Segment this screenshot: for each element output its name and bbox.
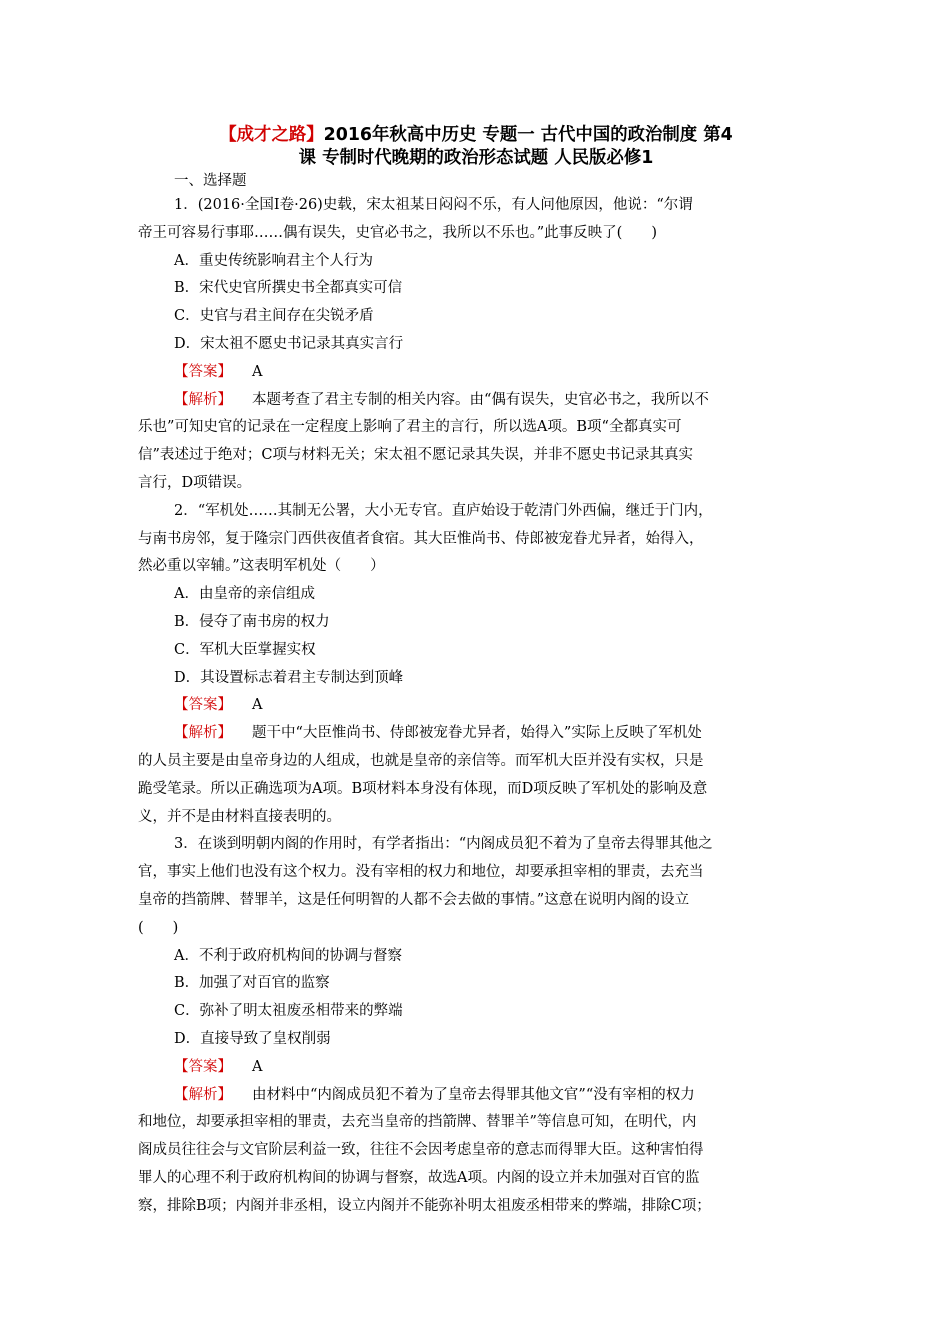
document-page [138, 124, 814, 1220]
title-line-2: 课 专制时代晚期的政治形态试题 人民版必修1 [298, 148, 654, 168]
answer-value: A [252, 1058, 263, 1075]
option-a: A．重史传统影响君主个人行为 [174, 252, 373, 269]
analysis-text-line: 的人员主要是由皇帝身边的人组成，也就是皇帝的亲信等。而军机大臣并没有实权，只是 [138, 752, 704, 769]
analysis-text: 题干中“大臣惟尚书、侍郎被宠眷尤异者，始得入”实际上反映了军机处 [252, 725, 702, 742]
answer-value: A [252, 697, 263, 714]
option-a: A．不利于政府机构间的协调与督察 [174, 947, 402, 964]
question-stem-line: ( ) [138, 919, 179, 936]
analysis-text-line: 和地位，却要承担宰相的罪责，去充当皇帝的挡箭牌、替罪羊”等信息可知，在明代，内 [138, 1114, 697, 1131]
analysis-text: 由材料中“内阁成员犯不着为了皇帝去得罪其他文官”“没有宰相的权力 [252, 1086, 695, 1103]
title-line-1 [138, 124, 814, 147]
question-stem-line: 皇帝的挡箭牌、替罪羊，这是任何明智的人都不会去做的事情。”这意在说明内阁的设立 [138, 891, 690, 908]
title-line-1-text: 2016年秋高中历史 专题一 古代中国的政治制度 第4 [323, 125, 733, 145]
option-c: C．军机大臣掌握实权 [174, 641, 316, 658]
option-d: D．宋太祖不愿史书记录其真实言行 [174, 335, 404, 352]
answer-tag: 【答案】 [174, 697, 232, 714]
analysis-text-line: 跪受笔录。所以正确选项为A项。B项材料本身没有体现，而D项反映了军机处的影响及意 [138, 780, 708, 797]
question-3 [138, 831, 814, 1220]
question-stem-line: 1．(2016·全国Ⅰ卷·26)史载，宋太祖某日闷闷不乐，有人问他原因，他说：“尔谓 [174, 197, 693, 213]
analysis-tag: 【解析】 [174, 391, 232, 408]
option-b: B．加强了对百官的监察 [174, 975, 330, 992]
question-stem-line: 帝王可容易行事耶……偶有误失，史官必书之，我所以不乐也。”此事反映了( ) [138, 224, 657, 241]
option-a: A．由皇帝的亲信组成 [174, 586, 315, 603]
option-d: D．直接导致了皇权削弱 [174, 1030, 331, 1047]
answer-value: A [252, 363, 263, 380]
question-stem-line: 2．“军机处……其制无公署，大小无专官。直庐始设于乾清门外西偏，继迁于门内， [174, 502, 713, 519]
option-c: C．弥补了明太祖废丞相带来的弊端 [174, 1003, 403, 1020]
analysis-text-line: 义，并不是由材料直接表明的。 [138, 808, 341, 825]
analysis-text-line: 信”表述过于绝对；C项与材料无关；宋太祖不愿记录其失误，并非不愿史书记录其真实 [138, 447, 694, 464]
analysis-line [138, 720, 814, 748]
question-1 [138, 192, 814, 498]
option-b: B．宋代史官所撰史书全都真实可信 [174, 280, 403, 297]
analysis-tag: 【解析】 [174, 1086, 232, 1103]
title-brand: 【成才之路】 [219, 125, 324, 145]
answer-tag: 【答案】 [174, 1058, 232, 1075]
analysis-text-line: 罪人的心理不利于政府机构间的协调与督察，故选A项。内阁的设立并未加强对百官的监 [138, 1169, 700, 1186]
option-d: D．其设置标志着君主专制达到顶峰 [174, 669, 404, 686]
answer-line [138, 692, 814, 720]
analysis-text: 本题考查了君主专制的相关内容。由“偶有误失，史官必书之，我所以不 [252, 391, 709, 408]
answer-tag: 【答案】 [174, 363, 232, 380]
answer-line [138, 1054, 814, 1082]
analysis-text-line: 乐也”可知史官的记录在一定程度上影响了君主的言行，所以选A项。B项“全都真实可 [138, 419, 682, 436]
option-c: C．史官与君主间存在尖锐矛盾 [174, 308, 374, 325]
answer-line [138, 359, 814, 387]
option-b: B．侵夺了南书房的权力 [174, 613, 330, 630]
question-stem-line: 然必重以宰辅。”这表明军机处（ ） [138, 558, 385, 575]
analysis-text-line: 言行，D项错误。 [138, 474, 252, 491]
question-2 [138, 498, 814, 832]
analysis-text-line: 阁成员往往会与文官阶层利益一致，往往不会因考虑皇帝的意志而得罪大臣。这种害怕得 [138, 1142, 704, 1159]
analysis-text-line: 察，排除B项；内阁并非丞相，设立内阁并不能弥补明太祖废丞相带来的弊端，排除C项； [138, 1197, 711, 1214]
analysis-tag: 【解析】 [174, 725, 232, 742]
analysis-line [138, 1082, 814, 1110]
analysis-line [138, 387, 814, 415]
document-title [138, 124, 814, 170]
question-stem-line: 3．在谈到明朝内阁的作用时，有学者指出：“内阁成员犯不着为了皇帝去得罪其他之 [174, 836, 713, 853]
question-stem-line: 官，事实上他们也没有这个权力。没有宰相的权力和地位，却要承担宰相的罪责，去充当 [138, 864, 704, 881]
question-stem-line: 与南书房邻，复于隆宗门西供夜值者食宿。其大臣惟尚书、侍郎被宠眷尤异者，始得入， [138, 530, 704, 547]
section-heading: 一、选择题 [174, 173, 247, 189]
